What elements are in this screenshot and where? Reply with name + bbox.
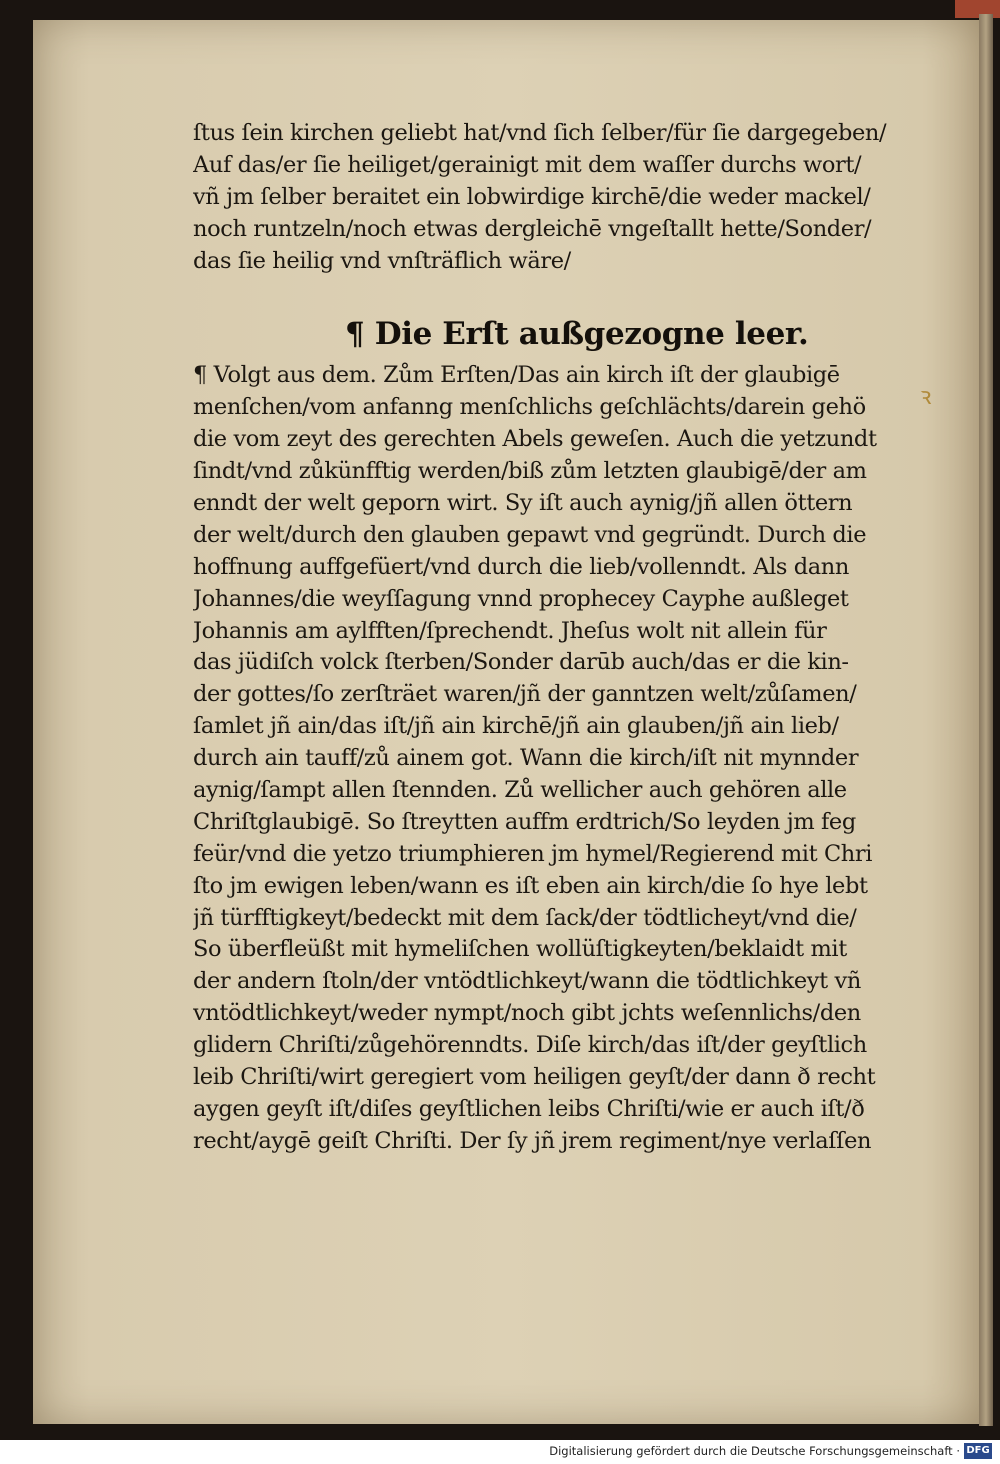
- text-line: aygen geyſt iſt/diſes geyſtlichen leibs Chriſti/wie er auch iſt/ð: [193, 1095, 865, 1122]
- text-line: durch ain tauff/zů ainem got. Wann die kirch/iſt nit mynnder: [193, 745, 859, 772]
- page-text: [193, 118, 938, 1158]
- text-line: das ſie heilig vnd vnſträflich wäre/: [193, 247, 571, 274]
- text-line: das jüdiſch volck ſterben/Sonder darūb auch/das er die kin-: [193, 649, 849, 676]
- margin-annotation: ꝛ: [920, 382, 932, 410]
- text-line: enndt der welt geporn wirt. Sy iſt auch aynig/jñ allen öttern: [193, 490, 853, 517]
- text-line: Chriſtglaubigē. So ſtreytten auffm erdtrich/So leyden jm feg: [193, 808, 856, 835]
- text-line: Johannis am aylfften/ſprechendt. Jheſus wolt nit allein für: [193, 617, 827, 644]
- text-line: glidern Chriſti/zůgehörenndts. Diſe kirch/das iſt/der geyſtlich: [193, 1032, 867, 1059]
- text-line: ſamlet jñ ain/das iſt/jñ ain kirchē/jñ ain glauben/jñ ain lieb/: [193, 713, 839, 740]
- text-line: jñ türfftigkeyt/bedeckt mit dem ſack/der tödtlicheyt/vnd die/: [193, 904, 857, 931]
- text-line: aynig/ſampt allen ſtennden. Zů wellicher auch gehören alle: [193, 777, 847, 804]
- text-line: ſto jm ewigen leben/wann es iſt eben ain kirch/die ſo hye lebt: [193, 872, 868, 899]
- text-line: Johannes/die weyſſagung vnnd prophecey Cayphe außleget: [193, 585, 849, 612]
- text-line: noch runtzeln/noch etwas dergleichē vngeſtallt hette/Sonder/: [193, 215, 872, 242]
- text-line: feür/vnd die yetzo triumphieren jm hymel/Regierend mit Chri: [193, 840, 873, 867]
- section-heading: ¶ Die Erſt außgezogne leer.: [345, 316, 809, 353]
- footer-bar: [0, 1440, 1000, 1464]
- text-line: der andern ſtoln/der vntödtlichkeyt/wann die tödtlichkeyt vñ: [193, 968, 861, 995]
- bookmark-tab: [955, 0, 1000, 18]
- section-gap: [193, 277, 938, 308]
- text-line: ¶ Volgt aus dem. Zům Erſten/Das ain kirch iſt der glaubigē: [193, 362, 840, 389]
- dfg-logo-icon: DFG: [964, 1443, 992, 1459]
- text-line: der welt/durch den glauben gepawt vnd gegründt. Durch die: [193, 521, 867, 548]
- text-line: ſindt/vnd zůkünfftig werden/biß zům letzten glaubigē/der am: [193, 458, 867, 485]
- page-edge: [979, 14, 993, 1426]
- text-line: So überfleüßt mit hymeliſchen wollüſtigkeyten/beklaidt mit: [193, 936, 847, 963]
- text-line: ſtus ſein kirchen geliebt hat/vnd ſich ſelber/für ſie dargegeben/: [193, 120, 887, 146]
- text-line: Auf das/er ſie heiliget/gerainigt mit dem waſſer durchs wort/: [193, 151, 862, 178]
- text-line: menſchen/vom anfanng menſchlichs geſchlächts/darein gehö: [193, 394, 866, 421]
- text-line: leib Chriſti/wirt geregiert vom heiligen geyſt/der dann ð recht: [193, 1064, 876, 1091]
- text-line: vntödtlichkeyt/weder nympt/noch gibt jchts weſennlichs/den: [193, 1000, 861, 1027]
- text-line: recht/aygē geiſt Chriſti. Der ſy jñ jrem regiment/nye verlaſſen: [193, 1127, 872, 1154]
- text-line: hoffnung auffgefüert/vnd durch die lieb/vollenndt. Als dann: [193, 553, 849, 580]
- funding-credit: Digitalisierung gefördert durch die Deutsche Forschungsgemeinschaft ·: [549, 1444, 960, 1458]
- text-line: der gottes/ſo zerſträet waren/jñ der ganntzen welt/zůſamen/: [193, 681, 857, 708]
- text-line: die vom zeyt des gerechten Abels geweſen. Auch die yetzundt: [193, 426, 877, 453]
- text-line: vñ jm ſelber beraitet ein lobwirdige kirchē/die weder mackel/: [193, 183, 871, 210]
